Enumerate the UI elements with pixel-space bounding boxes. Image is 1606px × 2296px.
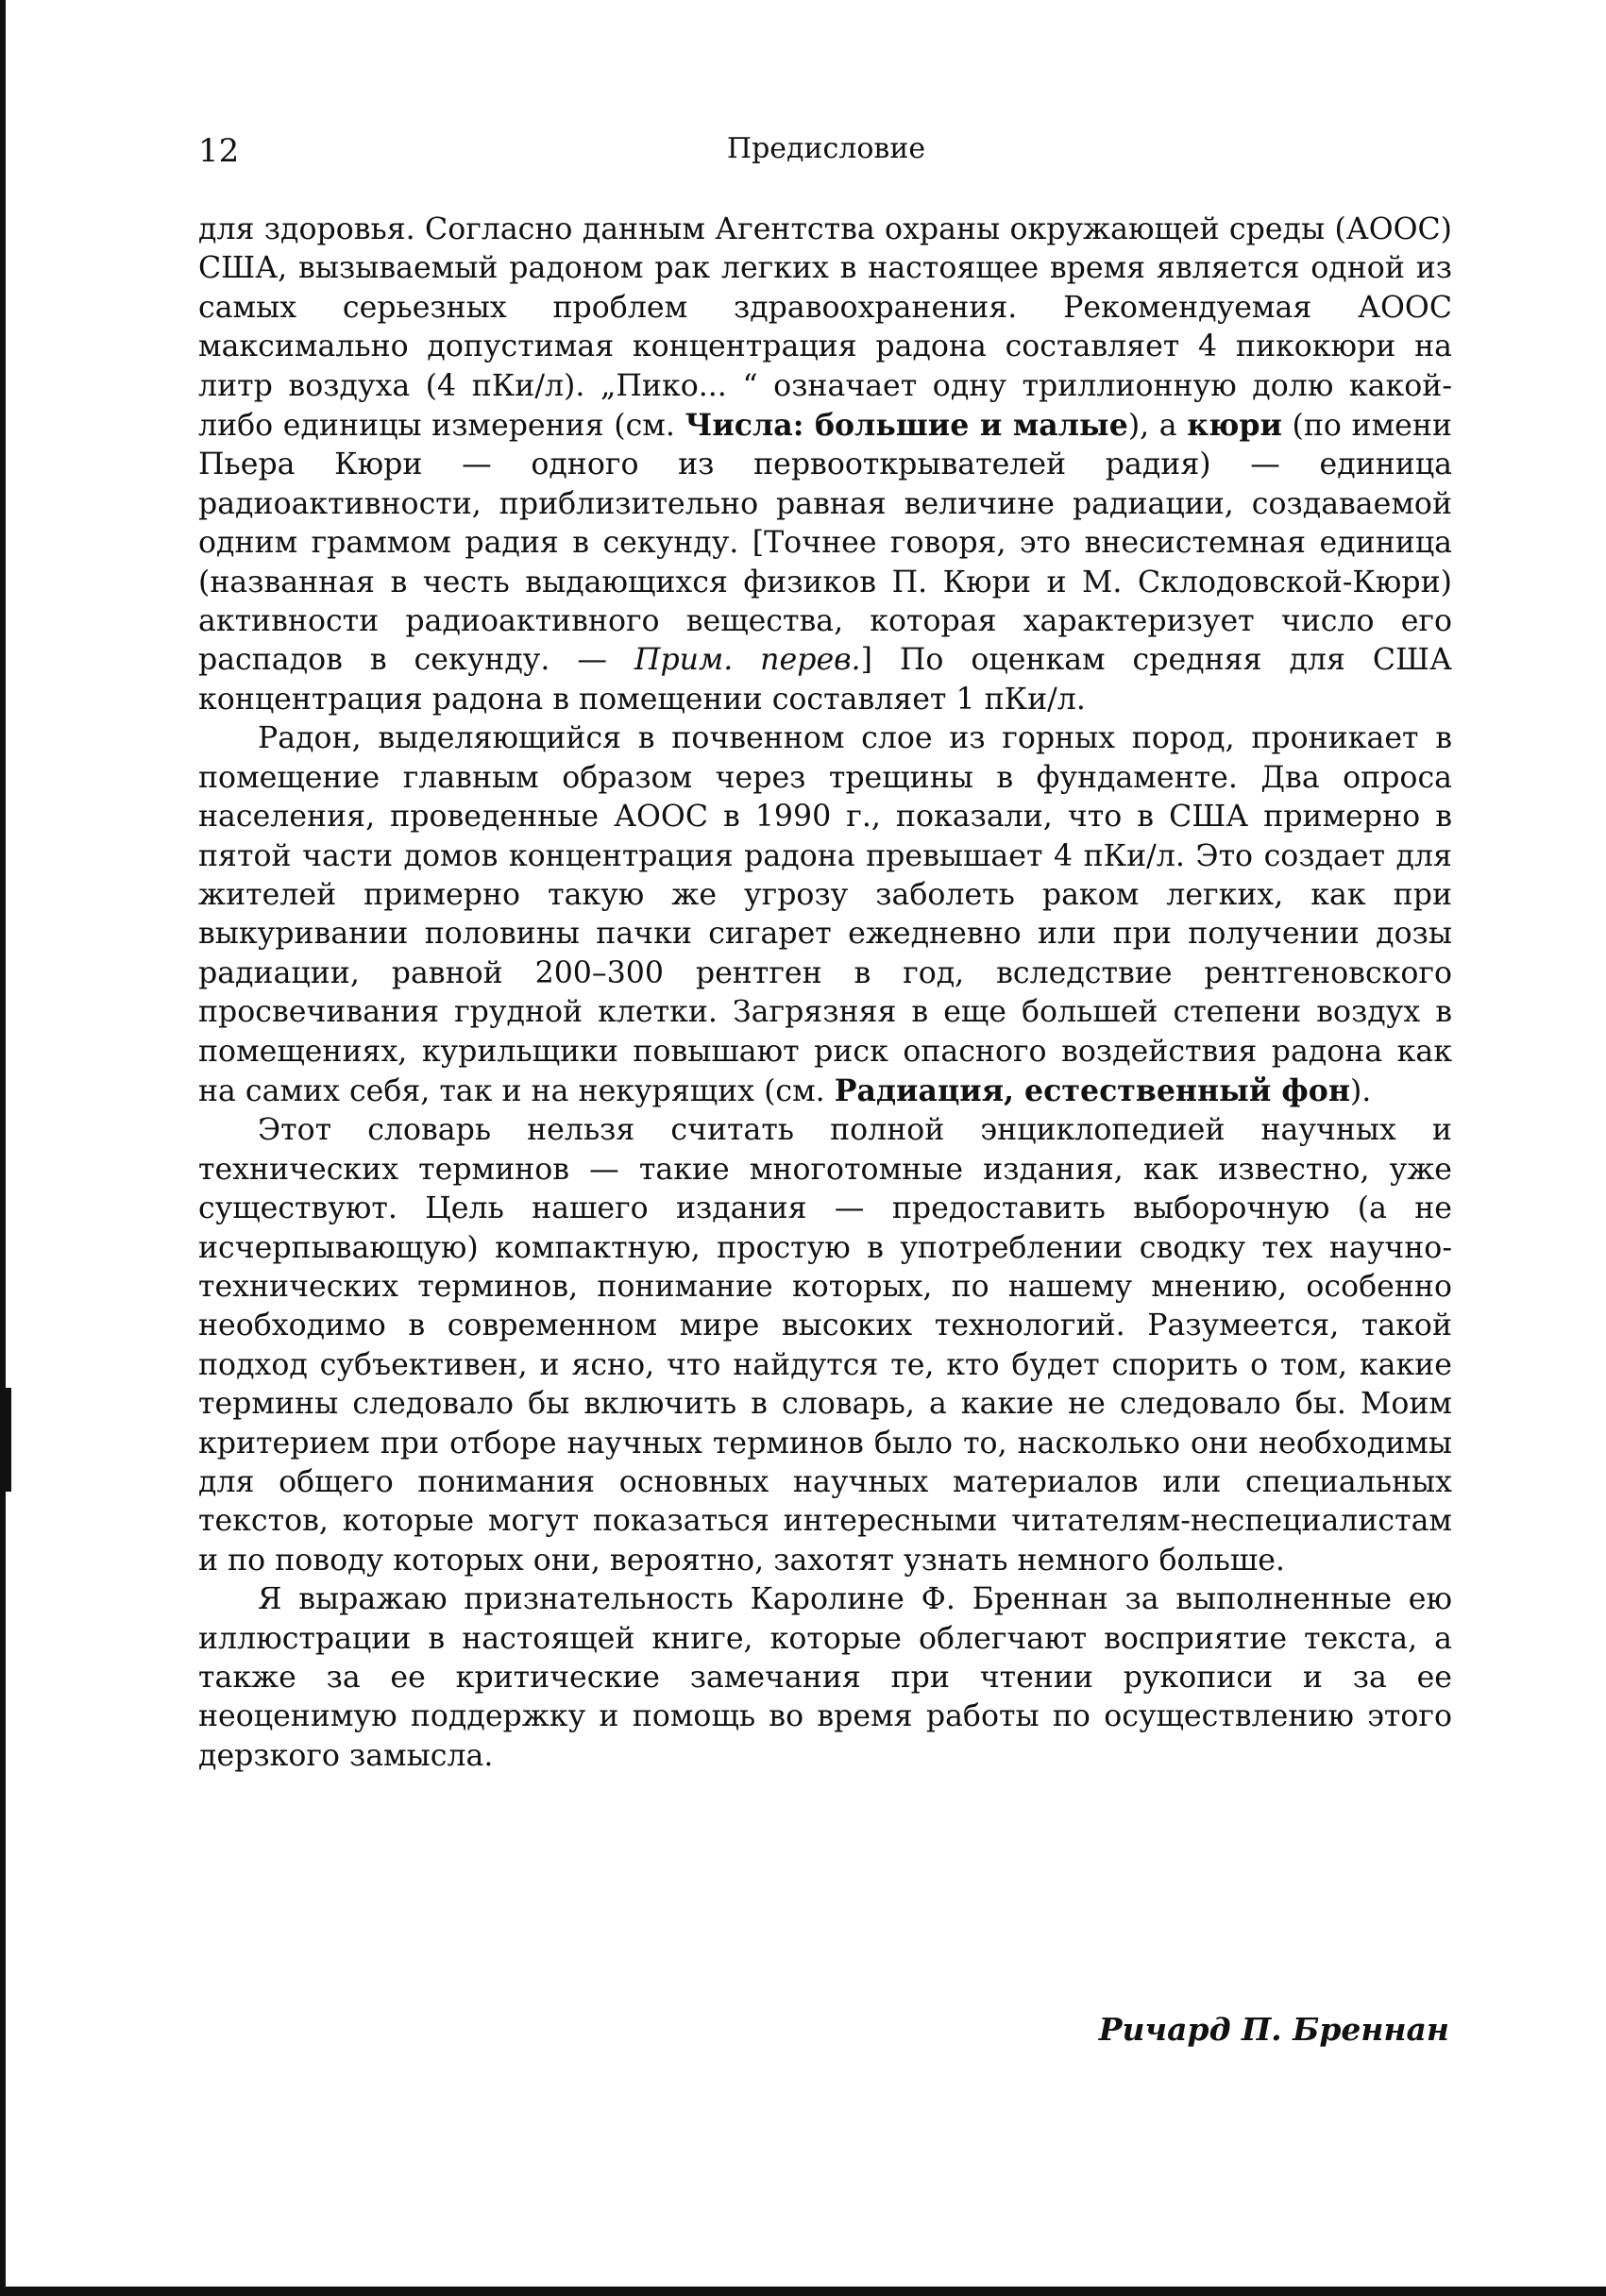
section-title: Предисловие bbox=[726, 132, 926, 165]
cross-reference-numbers: Числа: большие и малые bbox=[685, 408, 1128, 444]
author-signature: Ричард П. Бреннан bbox=[1098, 2011, 1449, 2048]
paragraph-3: Этот словарь нельзя считать полной энциклопедией научных и технических терминов — такие многотомные издания, как известно, уже существуют. Цель нашего издания — предоставить выборочную (а не исчерпывающую) компактную, простую в употреблении сводку тех научно-технических терминов, понимание которых, по нашему мнению, особенно необходимо в современном мире высоких технологий. Разумеется, такой подход субъективен, и ясно, что найдутся те, кто будет спорить о том, какие термины следовало бы включить в словарь, а какие не следовало бы. Моим критерием при отборе научных терминов было то, насколько они необходимы для общего понимания основных научных материалов или специальных текстов, которые могут показаться интересными читателям-неспециалистам и по поводу которых они, вероятно, захотят узнать немного больше. bbox=[198, 1113, 1452, 1578]
paragraph-1 bbox=[198, 211, 1452, 719]
paragraph-1-text-c: (по имени Пьера Кюри — одного из первооткрывателей радия) — единица радиоактивности, приблизительно равная величине радиации, создаваемой одним граммом радия в секунду. [Точнее говоря, это внесистемная единица (названная в честь выдающихся физиков П. Кюри и М. Склодовской-Кюри) активности радиоактивного вещества, которая характеризует число его распадов в секунду. — bbox=[198, 409, 1452, 678]
term-curie: кюри bbox=[1187, 408, 1282, 444]
scan-bottom-edge bbox=[0, 2287, 1606, 2296]
scan-edge-mark bbox=[0, 1388, 11, 1492]
paragraph-4: Я выражаю признательность Каролине Ф. Бреннан за выполненные ею иллюстрации в настоящей книге, которые облегчают восприятие текста, а также за ее критические замечания при чтении рукописи и за ее неоценимую поддержку и помощь во время работы по осуществлению этого дерзкого замысла. bbox=[198, 1582, 1452, 1773]
page-number: 12 bbox=[198, 132, 240, 170]
paragraph-1-text-b: ), а bbox=[1127, 409, 1188, 444]
paragraph-2-text-b: ). bbox=[1349, 1073, 1372, 1108]
paragraph-1-text-a: для здоровья. Согласно данным Агентства охраны окружающей среды (АООС) США, вызываемый радоном рак легких в настоящее время является одной из самых серьезных проблем здравоохранения. Рекомендуемая АООС максимально допустимая концентрация радона составляет 4 пикокюри на литр воздуха (4 пКи/л). „Пико... “ означает одну триллионную долю какой-либо единицы измерения (см. bbox=[198, 212, 1452, 444]
running-head bbox=[198, 132, 1454, 174]
translator-note: Прим. перев. bbox=[634, 643, 861, 678]
paragraph-2-text-a: Радон, выделяющийся в почвенном слое из горных пород, проникает в помещение главным образом через трещины в фундаменте. Два опроса населения, проведенные АООС в 1990 г., показали, что в США примерно в пятой части домов концентрация радона превышает 4 пКи/л. Это создает для жителей примерно такую же угрозу заболеть раком легких, как при выкуривании половины пачки сигарет ежедневно или при получении дозы радиации, равной 200–300 рентген в год, вследствие рентгеновского просвечивания грудной клетки. Загрязняя в еще большей степени воздух в помещениях, курильщики повышают риск опасного воздействия радона как на самих себя, так и на некурящих (см. bbox=[198, 721, 1452, 1108]
paragraph-2 bbox=[198, 719, 1452, 1111]
cross-reference-radiation: Радиация, естественный фон bbox=[834, 1072, 1350, 1108]
paragraph-1-text-d: ] По оценкам средняя для США концентрация радона в помещении составляет 1 пКи/л. bbox=[198, 643, 1452, 717]
scan-left-edge bbox=[0, 0, 6, 2296]
body-text bbox=[198, 211, 1452, 1776]
